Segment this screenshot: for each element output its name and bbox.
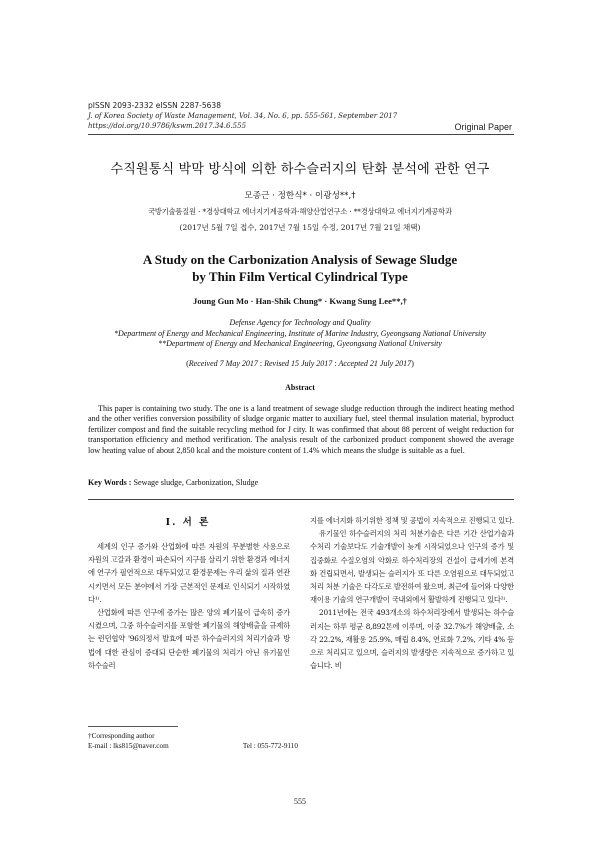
keywords-line xyxy=(88,478,514,487)
date-revised: Revised 15 July 2017 xyxy=(264,359,333,368)
korean-dates: (2017년 5월 7일 접수, 2017년 7월 15일 수정, 2017년 7월 21일 채택) xyxy=(179,223,421,232)
author-phone: Tel : 055-772-9110 xyxy=(242,742,298,750)
author-email[interactable]: E-mail : lks815@naver.com xyxy=(88,742,169,750)
page-number: 555 xyxy=(294,797,306,806)
affiliation-1: Defense Agency for Technology and Quality xyxy=(229,318,371,327)
paragraph: 2011년에는 전국 493개소의 하수처리장에서 발생되는 하수슬러지는 하루 평균 8,892톤에 이루며, 이중 32.7%가 해양배출, 소각 22.2%, 재활용 25.9%, 매립 8.4%, 연료화 7.2%, 기타 4% 등으로 처리되고 있으며, 슬러지의 발생량은 지속적으로 증가하고 있습니다. 비 xyxy=(310,608,514,671)
left-column xyxy=(88,540,290,672)
issn-line: pISSN 2093-2332 eISSN 2287-5638 xyxy=(88,101,221,110)
contact-row xyxy=(88,741,298,751)
date-received: Received 7 May 2017 xyxy=(188,359,258,368)
korean-authors: 모종근 · 정한식* · 이광성**,† xyxy=(244,191,356,201)
footnote xyxy=(88,731,298,751)
english-dates: (Received 7 May 2017 : Revised 15 July 2017 : Accepted 21 July 2017) xyxy=(186,359,414,368)
paragraph: 유기물인 하수슬러지의 처리 처분기술은 다른 기간 산업기술과 수처리 기술보다도 기술개발이 늦게 시작되었으나 인구의 증가 및 집중화로 수질오염의 악화로 하수처리장의 건설이 급세기에 본격화 건립되면서, 발생되는 슬러지가 또 다른 오염원으로 대두되었고 처리 처분 기술은 다각도로 발전하여 왔으며, 최근에 들어와 다양한 재이용 기술의 연구개발이 국내외에서 활발하게 진행되고 있다²⁾. xyxy=(310,529,514,605)
abstract-rule xyxy=(88,499,514,500)
korean-affiliations: 국방기술품질원 · *경상대학교 에너지기계공학과·해양산업연구소 · **경상대학교 에너지기계공학과 xyxy=(148,207,452,216)
corresponding-author-label: †Corresponding author xyxy=(88,732,155,740)
korean-title: 수직원통식 박막 방식에 의한 하수슬러지의 탄화 분석에 관한 연구 xyxy=(110,162,490,177)
abstract-heading: Abstract xyxy=(285,383,315,392)
english-authors: Joung Gun Mo · Han-Shik Chung* · Kwang Sung Lee**,† xyxy=(193,296,407,306)
date-accepted: Accepted 21 July 2017 xyxy=(338,359,412,368)
affiliation-2: *Department of Energy and Mechanical Engineering, Institute of Marine Industry, Gyeongsang National University xyxy=(113,328,487,338)
keywords-list: Sewage sludge, Carbonization, Sludge xyxy=(133,478,259,487)
paragraph: 지를 에너지화 하기위한 정책 및 공법이 지속적으로 진행되고 있다. xyxy=(310,516,514,525)
article-type-badge: Original Paper xyxy=(454,122,512,132)
affiliation-3: **Department of Energy and Mechanical Engineering, Gyeongsang National University xyxy=(158,339,442,348)
doi-link[interactable]: https://doi.org/10.9786/kswm.2017.34.6.555 xyxy=(88,122,247,130)
english-title-line1: A Study on the Carbonization Analysis of Sewage Sludge xyxy=(142,252,458,267)
paragraph: 산업화에 따른 인구에 증가는 많은 양의 폐기물이 급속히 증가시켰으며, 그중 하수슬러지를 포함한 폐기물의 해양배출을 규제하는 런던협약 '96의정서 발효에 따른 하수슬러지의 처리기술과 방법에 대한 관심이 증대되 단순한 폐기물의 처리가 아닌 유기물인 하수슬러 xyxy=(88,608,290,670)
abstract-body: This paper is containing two study. The one is a land treatment of sewage sludge reduction through the indirect heating method and the other verifies conversion possibility of sludge organic matter to auxiliary fuel, steel thermal insulation material, byproduct fertilizer compost and find the suitable recycling method for J city. It was confirmed that about 88 percent of weight reduction for transportation efficiency and method verification. The analysis result of the carbonized product component showed the average low heating value of about 2,850 kcal and the moisture content of 1.4% which means the sludge is suitable as a fuel. xyxy=(88,404,514,455)
footnote-rule xyxy=(88,726,178,727)
paragraph: 세계의 인구 증가와 산업화에 따른 자원의 무분별한 사용으로 자원의 고갈과 환경이 파손되어 지구를 살리기 위한 환경과 에너지에 연구가 필연적으로 대두되었고 환경문제는 우리 삶의 질과 연관시키면서 모든 분야에서 가장 근본적인 문제로 인식되기 시작하였다¹⁾. xyxy=(88,542,290,604)
section-heading-introduction: I. 서 론 xyxy=(165,517,211,528)
keywords-label: Key Words : xyxy=(88,478,132,487)
journal-citation: J. of Korea Society of Waste Management, Vol. 34, No. 6, pp. 555-561, September 2017 xyxy=(88,112,398,120)
english-affiliations xyxy=(60,318,540,350)
english-title-line2: by Thin Film Vertical Cylindrical Type xyxy=(192,269,408,284)
right-column xyxy=(310,514,514,672)
header-rule xyxy=(88,134,514,135)
english-title xyxy=(60,251,540,285)
